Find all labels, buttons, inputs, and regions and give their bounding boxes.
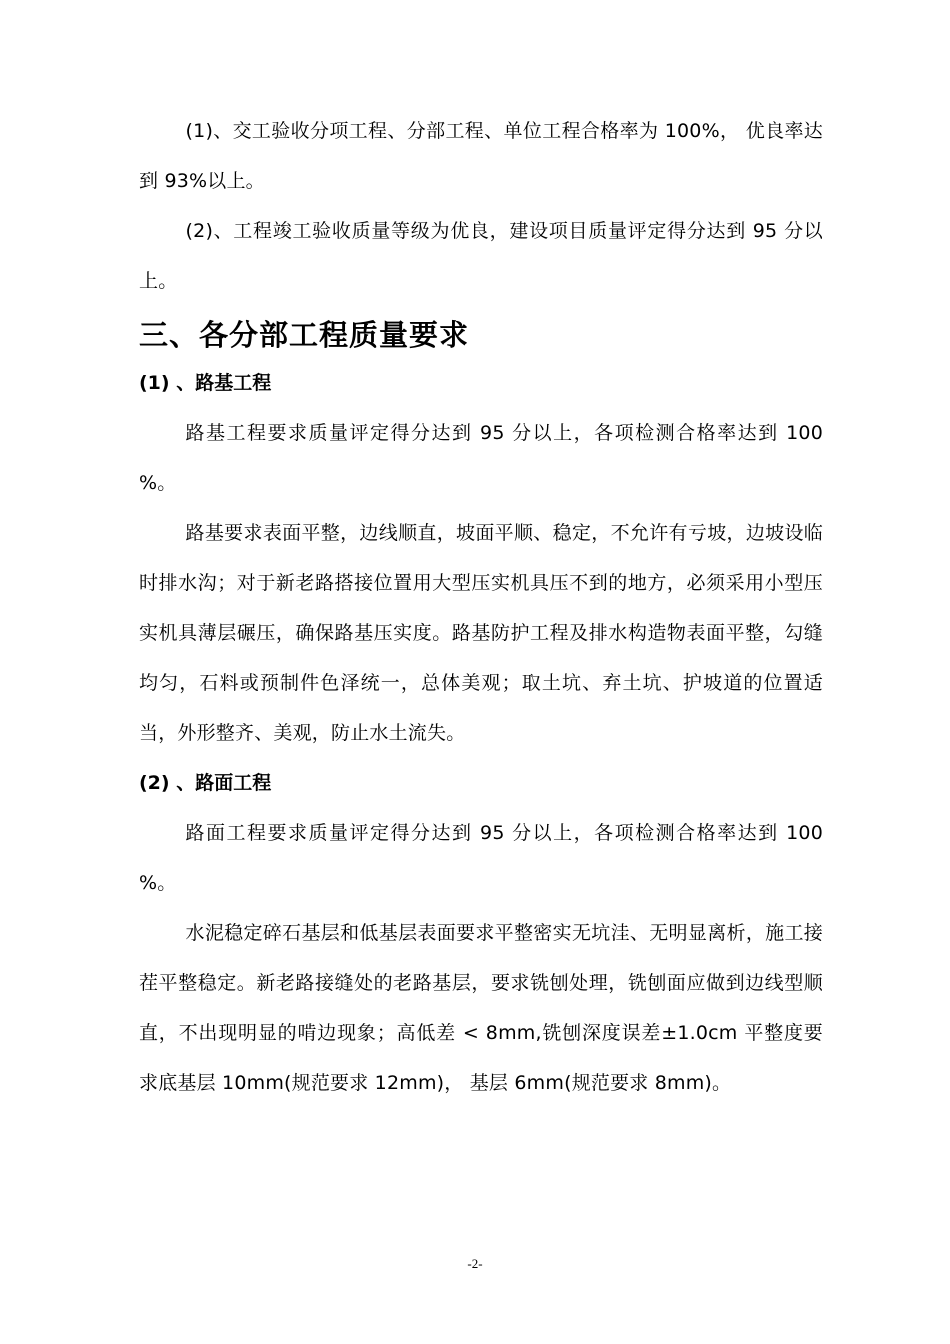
paragraph-subgrade-requirements: 路基要求表面平整，边线顺直，坡面平顺、稳定，不允许有亏坡，边坡设临时排水沟；对于新老路搭接位置用大型压实机具压不到的地方，必须采用小型压实机具薄层碾压，确保路基压实度。路基防护工程及排水构造物表面平整，勾缝均匀，石料或预制件色泽统一，总体美观；取土坑、弃土坑、护坡道的位置适当，外形整齐、美观，防止水土流失。: [139, 522, 823, 744]
paragraph-pavement-requirements: 水泥稳定碎石基层和低基层表面要求平整密实无坑洼、无明显离析，施工接茬平整稳定。新老路接缝处的老路基层，要求铣刨处理，铣刨面应做到边线型顺直，不出现明显的啃边现象；高低差 < 8mm,铣刨深度误差±1.0cm 平整度要求底基层 10mm(规范要求 12mm)， 基层 6mm(规范要求 8mm)。: [139, 922, 823, 1094]
subsection-title-pavement: (2) 、路面工程: [139, 772, 272, 794]
paragraph-completion-grade: (2)、工程竣工验收质量等级为优良，建设项目质量评定得分达到 95 分以上。: [139, 220, 823, 292]
subsection-title-subgrade: (1) 、路基工程: [139, 372, 272, 394]
paragraph-pavement-score: 路面工程要求质量评定得分达到 95 分以上，各项检测合格率达到 100 %。: [139, 822, 823, 894]
document-body: [139, 106, 823, 1108]
page-number: -2-: [467, 1256, 483, 1271]
paragraph-subgrade-score: 路基工程要求质量评定得分达到 95 分以上，各项检测合格率达到 100 %。: [139, 422, 823, 494]
section-title: 三、各分部工程质量要求: [139, 318, 470, 352]
paragraph-acceptance-rate: (1)、交工验收分项工程、分部工程、单位工程合格率为 100%， 优良率达到 93%以上。: [139, 120, 823, 192]
